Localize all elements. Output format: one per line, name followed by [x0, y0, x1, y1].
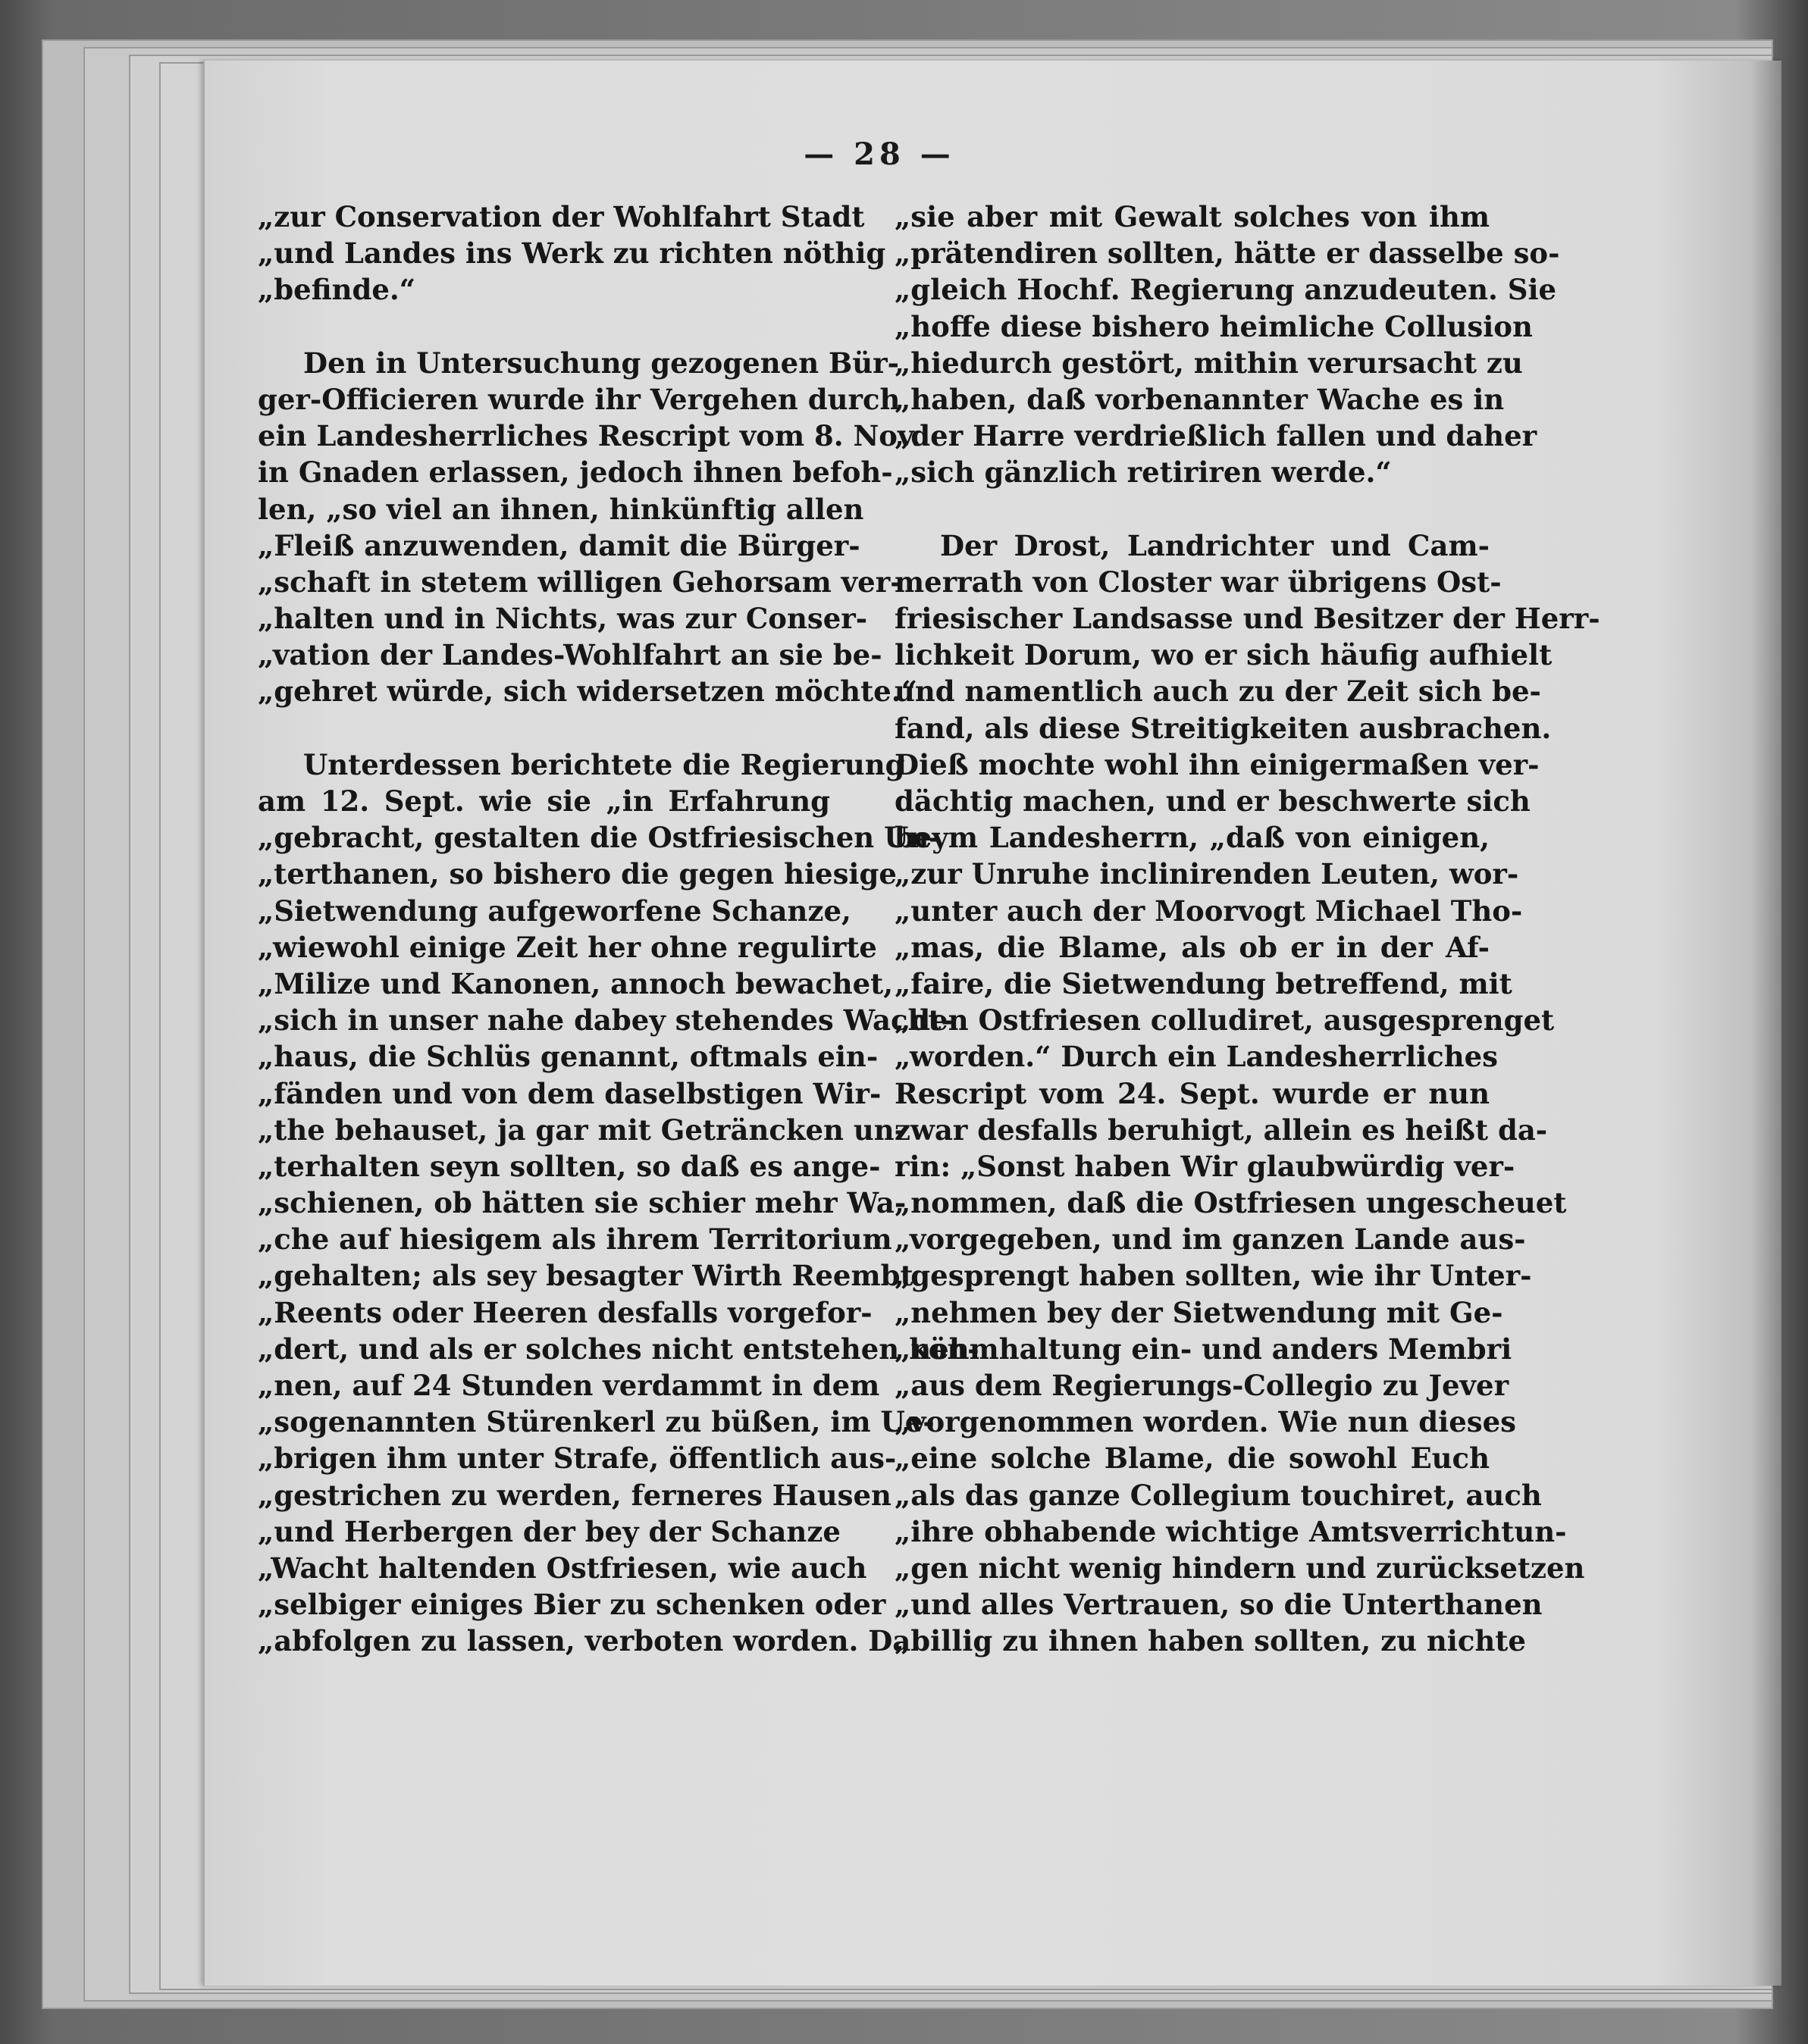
text-line: „schienen, ob hätten sie schier mehr Wa-: [258, 1186, 907, 1220]
text-line: „halten und in Nichts, was zur Conser-: [258, 602, 868, 636]
text-line: in Gnaden erlassen, jedoch ihnen befoh-: [258, 455, 893, 490]
text-line: „abfolgen zu lassen, verboten worden. Da: [258, 1624, 911, 1658]
text-line: „Reents oder Heeren desfalls vorgefor-: [258, 1295, 873, 1329]
text-line: Der Drost, Landrichter und Cam-: [940, 528, 1490, 562]
text-line: ein Landesherrliches Rescript vom 8. Nov.: [258, 419, 921, 453]
text-line: friesischer Landsasse und Besitzer der Herr-: [895, 602, 1600, 636]
text-line: „zur Unruhe inclinirenden Leuten, wor-: [895, 857, 1519, 891]
text-line: „che auf hiesigem als ihrem Territorium: [258, 1222, 892, 1257]
text-line: „hoffe diese bishero heimliche Collusion: [895, 309, 1533, 343]
left-text-column: [258, 199, 979, 1660]
text-line: „vation der Landes-Wohlfahrt an sie be-: [258, 638, 882, 672]
text-line: „Milize und Kanonen, annoch bewachet,: [258, 966, 894, 1000]
text-line: lichkeit Dorum, wo er sich häufig aufhielt: [895, 638, 1553, 672]
text-line: „gestrichen zu werden, ferneres Hausen: [258, 1478, 891, 1512]
text-line: fand, als diese Streitigkeiten ausbrachen.: [895, 711, 1552, 745]
text-line: „billig zu ihnen haben sollten, zu nichte: [895, 1624, 1526, 1658]
text-line: „mas, die Blame, als ob er in der Af-: [895, 930, 1490, 964]
text-line: „gesprengt haben sollten, wie ihr Unter-: [895, 1259, 1532, 1293]
text-line: „worden.“ Durch ein Landesherrliches: [895, 1040, 1498, 1074]
text-line: „zur Conservation der Wohlfahrt Stadt: [258, 200, 865, 233]
text-line: „gehalten; als sey besagter Wirth Reembt: [258, 1259, 913, 1293]
text-line: „aus dem Regierungs-Collegio zu Jever: [895, 1369, 1509, 1402]
text-line: „nehmen bey der Sietwendung mit Ge-: [895, 1295, 1503, 1329]
text-line: „terhalten seyn sollten, so daß es ange-: [258, 1149, 881, 1183]
page-number: — 28 —: [804, 136, 955, 172]
text-line: „Fleiß anzuwenden, damit die Bürger-: [258, 528, 860, 562]
text-line: und namentlich auch zu der Zeit sich be-: [895, 675, 1541, 709]
text-line: „terthanen, so bishero die gegen hiesige: [258, 857, 897, 891]
right-text-column: [895, 199, 1600, 1660]
text-line: „sich gänzlich retiriren werde.“: [895, 455, 1392, 490]
text-line: „haus, die Schlüs genannt, oftmals ein-: [258, 1040, 879, 1074]
text-line: „sogenannten Stürenkerl zu büßen, im Ue-: [258, 1405, 935, 1439]
text-line: „befinde.“: [258, 273, 416, 307]
text-line: Den in Untersuchung gezogenen Bür-: [303, 346, 900, 380]
text-line: zwar desfalls beruhigt, allein es heißt da-: [895, 1113, 1548, 1147]
text-line: Dieß mochte wohl ihn einigermaßen ver-: [895, 747, 1540, 781]
paragraph-gap: [895, 491, 1490, 527]
text-line: merrath von Closter war übrigens Ost-: [895, 565, 1502, 599]
text-line: rin: „Sonst haben Wir glaubwürdig ver-: [895, 1149, 1515, 1183]
text-line: „brigen ihm unter Strafe, öffentlich aus-: [258, 1441, 897, 1476]
text-line: „faire, die Sietwendung betreffend, mit: [895, 966, 1512, 1000]
text-line: ger-Officieren wurde ihr Vergehen durch: [258, 382, 901, 416]
text-line: „ihre obhabende wichtige Amtsverrichtun-: [895, 1514, 1567, 1548]
text-line: „prätendiren sollten, hätte er dasselbe so-: [895, 236, 1560, 271]
text-line: „gehret würde, sich widersetzen möchte.“: [258, 675, 917, 709]
text-line: Unterdessen berichtete die Regierung: [303, 747, 905, 781]
text-line: „Sietwendung aufgeworfene Schanze,: [258, 894, 851, 928]
text-line: „vorgegeben, und im ganzen Lande aus-: [895, 1222, 1526, 1257]
text-line: Rescript vom 24. Sept. wurde er nun: [895, 1076, 1490, 1110]
text-line: „sie aber mit Gewalt solches von ihm: [895, 200, 1490, 233]
text-line: „nen, auf 24 Stunden verdammt in dem: [258, 1369, 880, 1402]
text-line: „the behauset, ja gar mit Geträncken un-: [258, 1113, 906, 1147]
text-line: „vorgenommen worden. Wie nun dieses: [895, 1405, 1516, 1439]
text-line: „selbiger einiges Bier zu schenken oder: [258, 1588, 886, 1622]
text-line: „der Harre verdrießlich fallen und daher: [895, 419, 1537, 453]
text-line: „gleich Hochf. Regierung anzudeuten. Sie: [895, 273, 1557, 307]
text-line: beym Landesherrn, „daß von einigen,: [895, 821, 1490, 855]
text-line: „hiedurch gestört, mithin verursacht zu: [895, 346, 1523, 380]
text-line: „den Ostfriesen colludiret, ausgesprenget: [895, 1003, 1555, 1038]
text-line: „gen nicht wenig hindern und zurücksetzen: [895, 1551, 1585, 1585]
text-line: „und alles Vertrauen, so die Unterthanen: [895, 1588, 1543, 1622]
text-line: „nehmhaltung ein- und anders Membri: [895, 1332, 1512, 1366]
text-line: „und Landes ins Werk zu richten nöthig: [258, 236, 886, 271]
text-line: „wiewohl einige Zeit her ohne regulirte: [258, 930, 877, 964]
text-line: „eine solche Blame, die sowohl Euch: [895, 1441, 1490, 1476]
paragraph-gap: [258, 308, 830, 345]
text-line: dächtig machen, und er beschwerte sich: [895, 784, 1531, 818]
text-line: „und Herbergen der bey der Schanze: [258, 1514, 841, 1548]
text-line: am 12. Sept. wie sie „in Erfahrung: [258, 784, 830, 818]
text-line: „schaft in stetem willigen Gehorsam ver-: [258, 565, 902, 599]
text-line: „als das ganze Collegium touchiret, auch: [895, 1478, 1542, 1512]
paragraph-gap: [258, 710, 830, 747]
text-line: „haben, daß vorbenannter Wache es in: [895, 382, 1505, 416]
text-line: „fänden und von dem daselbstigen Wir-: [258, 1076, 882, 1110]
text-line: „sich in unser nahe dabey stehendes Wacht-: [258, 1003, 953, 1038]
text-line: „unter auch der Moorvogt Michael Tho-: [895, 894, 1523, 928]
text-line: „dert, und als er solches nicht entstehen kön-: [258, 1332, 979, 1366]
text-line: „Wacht haltenden Ostfriesen, wie auch: [258, 1551, 867, 1585]
text-line: len, „so viel an ihnen, hinkünftig allen: [258, 492, 864, 526]
text-line: „nommen, daß die Ostfriesen ungescheuet: [895, 1186, 1567, 1220]
page-gutter-shadow: [1751, 61, 1781, 1986]
text-line: „gebracht, gestalten die Ostfriesischen Un-: [258, 821, 941, 855]
